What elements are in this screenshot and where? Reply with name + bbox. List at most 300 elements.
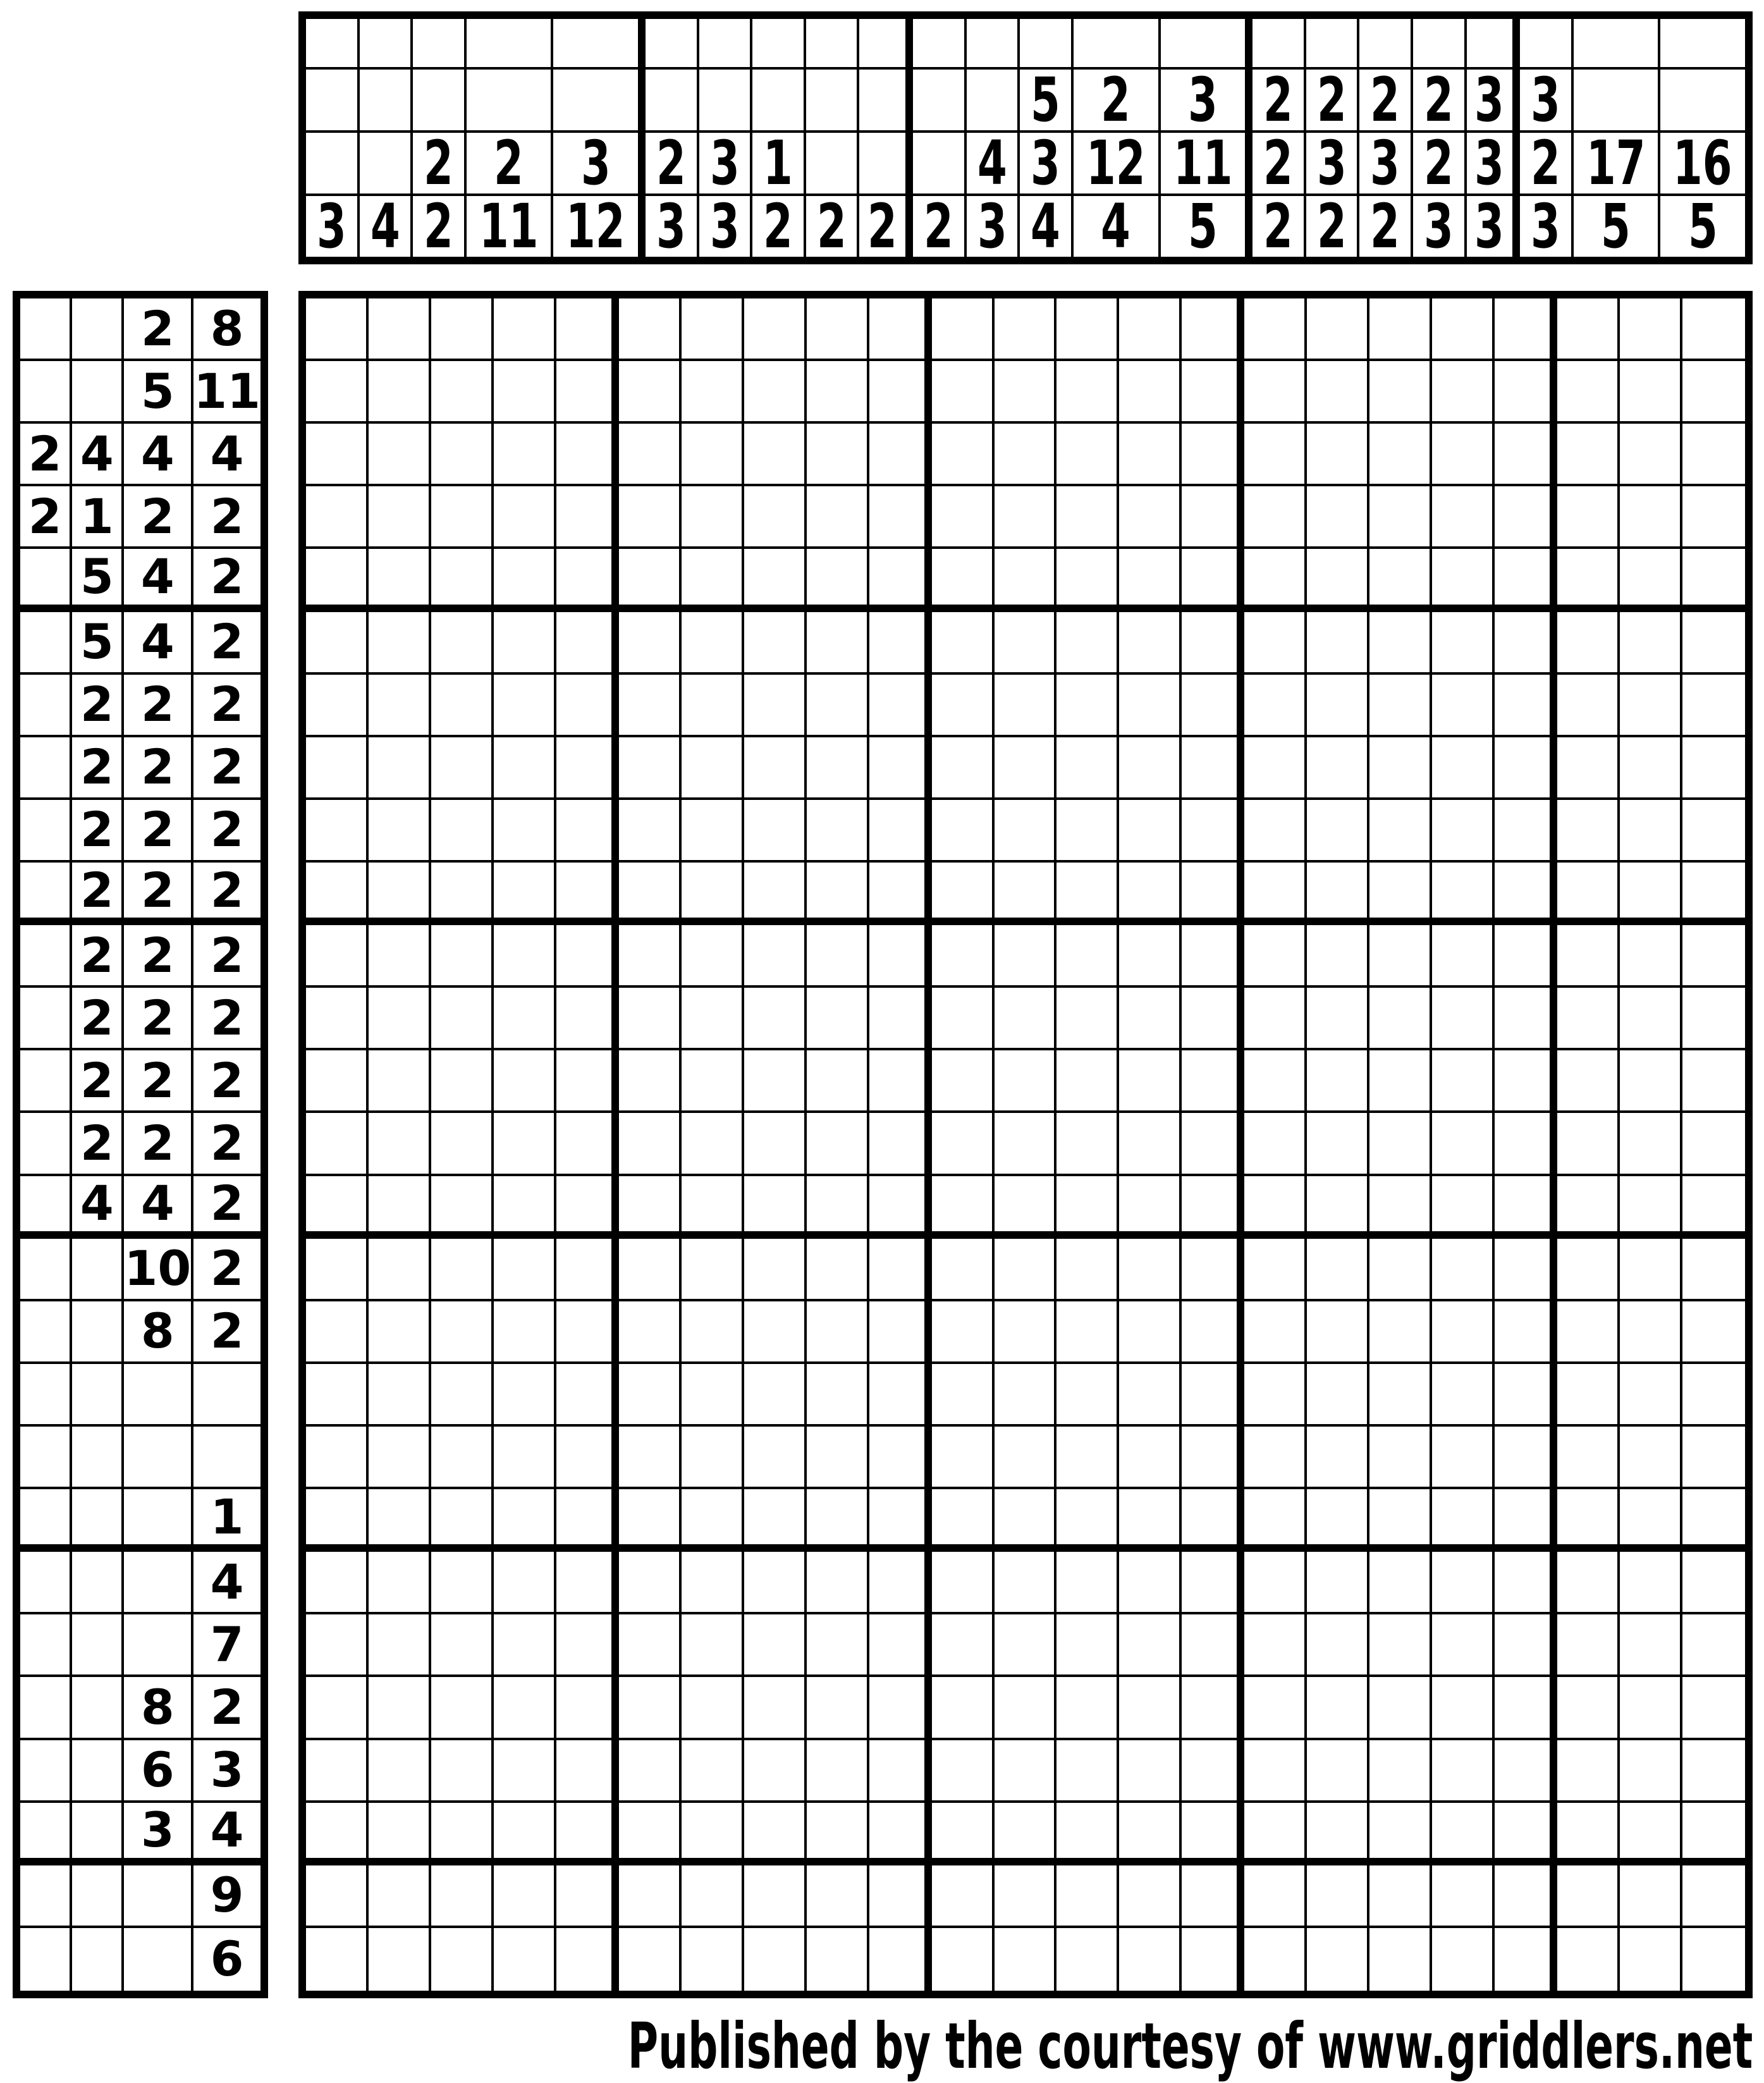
puzzle-cell[interactable] xyxy=(1057,612,1119,675)
puzzle-cell[interactable] xyxy=(556,1113,619,1176)
puzzle-cell[interactable] xyxy=(1119,1614,1182,1677)
puzzle-cell[interactable] xyxy=(619,298,682,361)
puzzle-cell[interactable] xyxy=(1119,1301,1182,1364)
puzzle-cell[interactable] xyxy=(1057,1427,1119,1489)
puzzle-cell[interactable] xyxy=(932,675,995,737)
puzzle-cell[interactable] xyxy=(306,612,369,675)
puzzle-cell[interactable] xyxy=(306,1364,369,1427)
puzzle-cell[interactable] xyxy=(1557,1740,1620,1803)
puzzle-cell[interactable] xyxy=(1369,1740,1432,1803)
puzzle-cell[interactable] xyxy=(1307,361,1369,424)
puzzle-cell[interactable] xyxy=(494,1740,556,1803)
puzzle-cell[interactable] xyxy=(807,1552,869,1614)
puzzle-cell[interactable] xyxy=(306,361,369,424)
puzzle-cell[interactable] xyxy=(869,1614,932,1677)
puzzle-cell[interactable] xyxy=(556,925,619,988)
puzzle-cell[interactable] xyxy=(1119,1865,1182,1928)
puzzle-cell[interactable] xyxy=(932,1176,995,1239)
puzzle-cell[interactable] xyxy=(1432,1552,1495,1614)
puzzle-cell[interactable] xyxy=(869,1740,932,1803)
puzzle-cell[interactable] xyxy=(306,1614,369,1677)
puzzle-cell[interactable] xyxy=(1557,988,1620,1050)
puzzle-cell[interactable] xyxy=(431,800,494,863)
puzzle-cell[interactable] xyxy=(1495,800,1557,863)
puzzle-cell[interactable] xyxy=(807,1239,869,1301)
puzzle-cell[interactable] xyxy=(1182,925,1244,988)
puzzle-cell[interactable] xyxy=(369,1803,431,1865)
puzzle-cell[interactable] xyxy=(932,1301,995,1364)
puzzle-cell[interactable] xyxy=(556,1803,619,1865)
puzzle-cell[interactable] xyxy=(1620,1113,1682,1176)
puzzle-cell[interactable] xyxy=(619,675,682,737)
puzzle-cell[interactable] xyxy=(682,988,744,1050)
puzzle-cell[interactable] xyxy=(1620,1364,1682,1427)
puzzle-cell[interactable] xyxy=(306,1552,369,1614)
puzzle-cell[interactable] xyxy=(494,1176,556,1239)
puzzle-cell[interactable] xyxy=(1369,361,1432,424)
puzzle-cell[interactable] xyxy=(682,1803,744,1865)
puzzle-cell[interactable] xyxy=(556,549,619,611)
puzzle-cell[interactable] xyxy=(1182,1427,1244,1489)
puzzle-cell[interactable] xyxy=(1057,737,1119,800)
puzzle-cell[interactable] xyxy=(682,1364,744,1427)
puzzle-cell[interactable] xyxy=(1682,1489,1745,1552)
puzzle-cell[interactable] xyxy=(1495,1113,1557,1176)
puzzle-cell[interactable] xyxy=(369,1176,431,1239)
puzzle-cell[interactable] xyxy=(1307,1176,1369,1239)
puzzle-cell[interactable] xyxy=(1119,1928,1182,1991)
puzzle-cell[interactable] xyxy=(306,486,369,549)
puzzle-cell[interactable] xyxy=(494,1239,556,1301)
puzzle-cell[interactable] xyxy=(431,863,494,925)
puzzle-cell[interactable] xyxy=(494,863,556,925)
puzzle-cell[interactable] xyxy=(1369,1176,1432,1239)
puzzle-cell[interactable] xyxy=(869,424,932,486)
puzzle-cell[interactable] xyxy=(995,1614,1057,1677)
puzzle-cell[interactable] xyxy=(1495,1740,1557,1803)
puzzle-cell[interactable] xyxy=(682,1113,744,1176)
puzzle-cell[interactable] xyxy=(1307,863,1369,925)
puzzle-cell[interactable] xyxy=(431,675,494,737)
puzzle-cell[interactable] xyxy=(995,925,1057,988)
puzzle-cell[interactable] xyxy=(869,1050,932,1113)
puzzle-cell[interactable] xyxy=(682,1552,744,1614)
puzzle-cell[interactable] xyxy=(1307,612,1369,675)
puzzle-cell[interactable] xyxy=(744,1113,807,1176)
puzzle-cell[interactable] xyxy=(431,1364,494,1427)
puzzle-cell[interactable] xyxy=(1307,1928,1369,1991)
puzzle-cell[interactable] xyxy=(807,1928,869,1991)
puzzle-cell[interactable] xyxy=(1620,1489,1682,1552)
puzzle-cell[interactable] xyxy=(1119,1489,1182,1552)
puzzle-cell[interactable] xyxy=(1307,1803,1369,1865)
puzzle-cell[interactable] xyxy=(1620,424,1682,486)
puzzle-cell[interactable] xyxy=(1682,1427,1745,1489)
puzzle-cell[interactable] xyxy=(431,1176,494,1239)
puzzle-cell[interactable] xyxy=(1244,1364,1307,1427)
puzzle-cell[interactable] xyxy=(1557,1364,1620,1427)
puzzle-cell[interactable] xyxy=(744,988,807,1050)
puzzle-cell[interactable] xyxy=(682,424,744,486)
puzzle-cell[interactable] xyxy=(1182,1489,1244,1552)
puzzle-cell[interactable] xyxy=(1495,1552,1557,1614)
puzzle-cell[interactable] xyxy=(1307,1552,1369,1614)
puzzle-cell[interactable] xyxy=(807,800,869,863)
puzzle-cell[interactable] xyxy=(494,1364,556,1427)
puzzle-cell[interactable] xyxy=(1182,800,1244,863)
puzzle-cell[interactable] xyxy=(932,800,995,863)
puzzle-cell[interactable] xyxy=(1432,800,1495,863)
puzzle-cell[interactable] xyxy=(682,361,744,424)
puzzle-cell[interactable] xyxy=(1557,361,1620,424)
puzzle-cell[interactable] xyxy=(744,361,807,424)
puzzle-cell[interactable] xyxy=(932,988,995,1050)
puzzle-cell[interactable] xyxy=(619,612,682,675)
puzzle-cell[interactable] xyxy=(556,1427,619,1489)
puzzle-cell[interactable] xyxy=(995,1113,1057,1176)
puzzle-cell[interactable] xyxy=(1620,298,1682,361)
puzzle-cell[interactable] xyxy=(1557,1113,1620,1176)
puzzle-cell[interactable] xyxy=(1244,1614,1307,1677)
puzzle-cell[interactable] xyxy=(1182,737,1244,800)
puzzle-cell[interactable] xyxy=(932,298,995,361)
puzzle-cell[interactable] xyxy=(1682,424,1745,486)
puzzle-cell[interactable] xyxy=(1307,1489,1369,1552)
puzzle-cell[interactable] xyxy=(619,925,682,988)
puzzle-cell[interactable] xyxy=(1682,925,1745,988)
puzzle-cell[interactable] xyxy=(1495,1176,1557,1239)
puzzle-cell[interactable] xyxy=(869,1489,932,1552)
puzzle-cell[interactable] xyxy=(1182,486,1244,549)
puzzle-cell[interactable] xyxy=(1182,1239,1244,1301)
puzzle-cell[interactable] xyxy=(1432,1113,1495,1176)
puzzle-cell[interactable] xyxy=(431,1239,494,1301)
puzzle-cell[interactable] xyxy=(1119,1050,1182,1113)
puzzle-cell[interactable] xyxy=(807,1865,869,1928)
puzzle-cell[interactable] xyxy=(1369,549,1432,611)
puzzle-cell[interactable] xyxy=(619,424,682,486)
puzzle-cell[interactable] xyxy=(619,361,682,424)
puzzle-cell[interactable] xyxy=(1432,1740,1495,1803)
puzzle-cell[interactable] xyxy=(1057,298,1119,361)
puzzle-cell[interactable] xyxy=(494,1865,556,1928)
puzzle-cell[interactable] xyxy=(869,486,932,549)
puzzle-cell[interactable] xyxy=(1057,1489,1119,1552)
puzzle-cell[interactable] xyxy=(1244,1803,1307,1865)
puzzle-cell[interactable] xyxy=(1119,988,1182,1050)
puzzle-cell[interactable] xyxy=(431,612,494,675)
puzzle-cell[interactable] xyxy=(1432,612,1495,675)
puzzle-cell[interactable] xyxy=(369,612,431,675)
puzzle-cell[interactable] xyxy=(932,1552,995,1614)
puzzle-cell[interactable] xyxy=(1119,1176,1182,1239)
puzzle-cell[interactable] xyxy=(431,1489,494,1552)
puzzle-cell[interactable] xyxy=(1244,1427,1307,1489)
puzzle-cell[interactable] xyxy=(682,1176,744,1239)
puzzle-cell[interactable] xyxy=(1495,1677,1557,1740)
puzzle-cell[interactable] xyxy=(1682,1176,1745,1239)
puzzle-cell[interactable] xyxy=(619,1176,682,1239)
puzzle-cell[interactable] xyxy=(1182,424,1244,486)
puzzle-cell[interactable] xyxy=(369,1552,431,1614)
puzzle-cell[interactable] xyxy=(995,737,1057,800)
puzzle-cell[interactable] xyxy=(556,1301,619,1364)
puzzle-cell[interactable] xyxy=(807,1427,869,1489)
puzzle-cell[interactable] xyxy=(682,1239,744,1301)
puzzle-cell[interactable] xyxy=(1182,1865,1244,1928)
puzzle-cell[interactable] xyxy=(1369,1113,1432,1176)
puzzle-cell[interactable] xyxy=(1057,1865,1119,1928)
puzzle-cell[interactable] xyxy=(995,1928,1057,1991)
puzzle-cell[interactable] xyxy=(869,988,932,1050)
puzzle-cell[interactable] xyxy=(1057,1677,1119,1740)
puzzle-cell[interactable] xyxy=(1307,737,1369,800)
puzzle-cell[interactable] xyxy=(431,1614,494,1677)
puzzle-cell[interactable] xyxy=(1307,424,1369,486)
puzzle-cell[interactable] xyxy=(619,1552,682,1614)
puzzle-cell[interactable] xyxy=(1620,1239,1682,1301)
puzzle-cell[interactable] xyxy=(1682,863,1745,925)
puzzle-cell[interactable] xyxy=(932,1803,995,1865)
puzzle-cell[interactable] xyxy=(869,1113,932,1176)
puzzle-cell[interactable] xyxy=(1557,1239,1620,1301)
puzzle-cell[interactable] xyxy=(995,1803,1057,1865)
puzzle-cell[interactable] xyxy=(1369,424,1432,486)
puzzle-cell[interactable] xyxy=(431,1427,494,1489)
puzzle-cell[interactable] xyxy=(744,1614,807,1677)
puzzle-cell[interactable] xyxy=(1557,800,1620,863)
puzzle-cell[interactable] xyxy=(1620,1050,1682,1113)
puzzle-cell[interactable] xyxy=(869,361,932,424)
puzzle-cell[interactable] xyxy=(369,1865,431,1928)
puzzle-cell[interactable] xyxy=(1557,1050,1620,1113)
puzzle-cell[interactable] xyxy=(1119,1113,1182,1176)
puzzle-cell[interactable] xyxy=(1182,1614,1244,1677)
puzzle-cell[interactable] xyxy=(932,737,995,800)
puzzle-cell[interactable] xyxy=(1057,1928,1119,1991)
puzzle-cell[interactable] xyxy=(431,361,494,424)
puzzle-cell[interactable] xyxy=(556,1928,619,1991)
puzzle-cell[interactable] xyxy=(1557,1552,1620,1614)
puzzle-cell[interactable] xyxy=(369,1740,431,1803)
puzzle-cell[interactable] xyxy=(1620,675,1682,737)
puzzle-cell[interactable] xyxy=(1307,1427,1369,1489)
puzzle-cell[interactable] xyxy=(306,1803,369,1865)
puzzle-cell[interactable] xyxy=(1182,298,1244,361)
puzzle-cell[interactable] xyxy=(369,988,431,1050)
puzzle-cell[interactable] xyxy=(494,1050,556,1113)
puzzle-cell[interactable] xyxy=(1307,1050,1369,1113)
puzzle-cell[interactable] xyxy=(619,1113,682,1176)
puzzle-cell[interactable] xyxy=(1244,800,1307,863)
puzzle-cell[interactable] xyxy=(1620,863,1682,925)
puzzle-cell[interactable] xyxy=(869,675,932,737)
puzzle-cell[interactable] xyxy=(932,549,995,611)
puzzle-cell[interactable] xyxy=(1119,1239,1182,1301)
puzzle-cell[interactable] xyxy=(369,1489,431,1552)
puzzle-cell[interactable] xyxy=(1682,1239,1745,1301)
puzzle-cell[interactable] xyxy=(1057,925,1119,988)
puzzle-cell[interactable] xyxy=(1057,1301,1119,1364)
puzzle-cell[interactable] xyxy=(995,1050,1057,1113)
puzzle-cell[interactable] xyxy=(1182,1113,1244,1176)
puzzle-cell[interactable] xyxy=(1682,1301,1745,1364)
puzzle-cell[interactable] xyxy=(1495,1928,1557,1991)
puzzle-cell[interactable] xyxy=(807,361,869,424)
puzzle-cell[interactable] xyxy=(1682,1803,1745,1865)
puzzle-cell[interactable] xyxy=(744,675,807,737)
puzzle-cell[interactable] xyxy=(1682,800,1745,863)
puzzle-cell[interactable] xyxy=(1182,1677,1244,1740)
puzzle-cell[interactable] xyxy=(556,486,619,549)
puzzle-cell[interactable] xyxy=(1057,1803,1119,1865)
puzzle-cell[interactable] xyxy=(369,675,431,737)
puzzle-cell[interactable] xyxy=(869,1176,932,1239)
puzzle-cell[interactable] xyxy=(869,1865,932,1928)
puzzle-cell[interactable] xyxy=(1432,1427,1495,1489)
puzzle-cell[interactable] xyxy=(995,675,1057,737)
puzzle-cell[interactable] xyxy=(369,863,431,925)
puzzle-cell[interactable] xyxy=(1432,863,1495,925)
puzzle-cell[interactable] xyxy=(807,549,869,611)
puzzle-cell[interactable] xyxy=(932,1050,995,1113)
puzzle-cell[interactable] xyxy=(1369,1677,1432,1740)
puzzle-cell[interactable] xyxy=(995,612,1057,675)
puzzle-cell[interactable] xyxy=(744,1740,807,1803)
puzzle-cell[interactable] xyxy=(1495,925,1557,988)
puzzle-cell[interactable] xyxy=(744,1677,807,1740)
puzzle-cell[interactable] xyxy=(1495,549,1557,611)
puzzle-cell[interactable] xyxy=(1432,1364,1495,1427)
puzzle-cell[interactable] xyxy=(995,424,1057,486)
puzzle-cell[interactable] xyxy=(807,424,869,486)
puzzle-cell[interactable] xyxy=(306,298,369,361)
puzzle-cell[interactable] xyxy=(1369,612,1432,675)
puzzle-cell[interactable] xyxy=(1244,486,1307,549)
puzzle-cell[interactable] xyxy=(1057,1552,1119,1614)
puzzle-cell[interactable] xyxy=(682,1050,744,1113)
puzzle-cell[interactable] xyxy=(1057,1176,1119,1239)
puzzle-cell[interactable] xyxy=(1432,1176,1495,1239)
puzzle-cell[interactable] xyxy=(431,1552,494,1614)
puzzle-cell[interactable] xyxy=(1620,1614,1682,1677)
puzzle-cell[interactable] xyxy=(1182,863,1244,925)
puzzle-cell[interactable] xyxy=(431,549,494,611)
puzzle-cell[interactable] xyxy=(869,863,932,925)
puzzle-cell[interactable] xyxy=(1557,1865,1620,1928)
puzzle-cell[interactable] xyxy=(1369,988,1432,1050)
puzzle-cell[interactable] xyxy=(619,1928,682,1991)
puzzle-cell[interactable] xyxy=(1244,1050,1307,1113)
puzzle-cell[interactable] xyxy=(869,1301,932,1364)
puzzle-cell[interactable] xyxy=(1620,1740,1682,1803)
puzzle-cell[interactable] xyxy=(1620,549,1682,611)
puzzle-cell[interactable] xyxy=(619,737,682,800)
puzzle-cell[interactable] xyxy=(807,737,869,800)
puzzle-cell[interactable] xyxy=(494,1928,556,1991)
puzzle-cell[interactable] xyxy=(431,925,494,988)
puzzle-cell[interactable] xyxy=(1244,737,1307,800)
puzzle-cell[interactable] xyxy=(431,1677,494,1740)
puzzle-cell[interactable] xyxy=(932,1113,995,1176)
puzzle-cell[interactable] xyxy=(995,1301,1057,1364)
puzzle-cell[interactable] xyxy=(995,1239,1057,1301)
puzzle-cell[interactable] xyxy=(1682,486,1745,549)
puzzle-cell[interactable] xyxy=(1307,988,1369,1050)
puzzle-cell[interactable] xyxy=(682,1928,744,1991)
puzzle-cell[interactable] xyxy=(1557,1677,1620,1740)
puzzle-cell[interactable] xyxy=(682,1614,744,1677)
puzzle-cell[interactable] xyxy=(1620,1803,1682,1865)
puzzle-cell[interactable] xyxy=(1244,1865,1307,1928)
puzzle-cell[interactable] xyxy=(1119,486,1182,549)
puzzle-cell[interactable] xyxy=(1495,1865,1557,1928)
puzzle-cell[interactable] xyxy=(306,800,369,863)
puzzle-cell[interactable] xyxy=(744,800,807,863)
puzzle-cell[interactable] xyxy=(556,1239,619,1301)
puzzle-cell[interactable] xyxy=(1244,863,1307,925)
puzzle-cell[interactable] xyxy=(1495,486,1557,549)
puzzle-cell[interactable] xyxy=(1432,675,1495,737)
puzzle-cell[interactable] xyxy=(1307,1364,1369,1427)
puzzle-cell[interactable] xyxy=(369,1614,431,1677)
puzzle-cell[interactable] xyxy=(995,361,1057,424)
puzzle-cell[interactable] xyxy=(1182,1928,1244,1991)
puzzle-cell[interactable] xyxy=(494,486,556,549)
puzzle-cell[interactable] xyxy=(869,1364,932,1427)
puzzle-cell[interactable] xyxy=(682,298,744,361)
puzzle-cell[interactable] xyxy=(1369,1489,1432,1552)
puzzle-cell[interactable] xyxy=(744,1427,807,1489)
puzzle-cell[interactable] xyxy=(306,1865,369,1928)
puzzle-cell[interactable] xyxy=(1307,298,1369,361)
puzzle-cell[interactable] xyxy=(1369,1614,1432,1677)
puzzle-cell[interactable] xyxy=(1682,737,1745,800)
puzzle-cell[interactable] xyxy=(807,1364,869,1427)
puzzle-cell[interactable] xyxy=(619,1865,682,1928)
puzzle-cell[interactable] xyxy=(369,737,431,800)
puzzle-cell[interactable] xyxy=(807,925,869,988)
puzzle-cell[interactable] xyxy=(369,1364,431,1427)
puzzle-cell[interactable] xyxy=(1432,298,1495,361)
puzzle-cell[interactable] xyxy=(744,1239,807,1301)
puzzle-cell[interactable] xyxy=(1620,1176,1682,1239)
puzzle-cell[interactable] xyxy=(869,298,932,361)
puzzle-cell[interactable] xyxy=(1182,675,1244,737)
puzzle-cell[interactable] xyxy=(995,486,1057,549)
puzzle-cell[interactable] xyxy=(1307,1865,1369,1928)
puzzle-cell[interactable] xyxy=(869,1552,932,1614)
puzzle-cell[interactable] xyxy=(1557,424,1620,486)
puzzle-cell[interactable] xyxy=(1369,1239,1432,1301)
puzzle-cell[interactable] xyxy=(744,1364,807,1427)
puzzle-cell[interactable] xyxy=(1119,361,1182,424)
puzzle-cell[interactable] xyxy=(369,1301,431,1364)
puzzle-cell[interactable] xyxy=(807,1489,869,1552)
puzzle-cell[interactable] xyxy=(619,1614,682,1677)
puzzle-cell[interactable] xyxy=(431,1740,494,1803)
puzzle-cell[interactable] xyxy=(431,424,494,486)
puzzle-cell[interactable] xyxy=(1244,549,1307,611)
puzzle-cell[interactable] xyxy=(369,486,431,549)
puzzle-cell[interactable] xyxy=(556,612,619,675)
puzzle-cell[interactable] xyxy=(1432,1928,1495,1991)
puzzle-cell[interactable] xyxy=(1182,1552,1244,1614)
puzzle-cell[interactable] xyxy=(1620,1928,1682,1991)
puzzle-cell[interactable] xyxy=(807,486,869,549)
puzzle-cell[interactable] xyxy=(1432,1489,1495,1552)
puzzle-cell[interactable] xyxy=(1682,675,1745,737)
